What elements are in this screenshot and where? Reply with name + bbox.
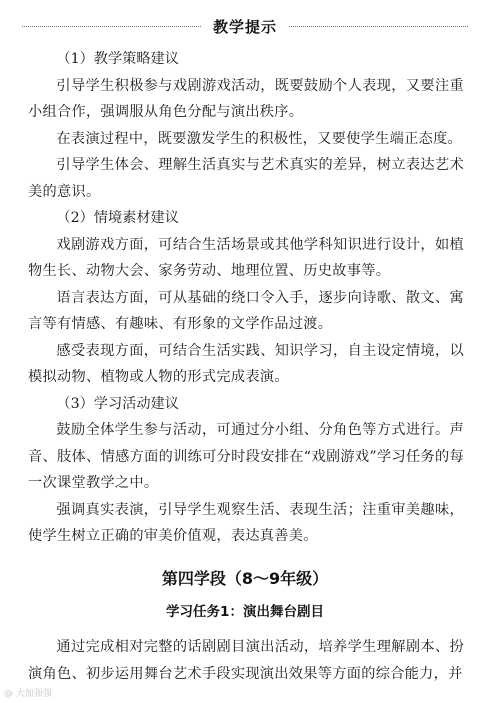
- task-title: 学习任务1：演出舞台剧目: [166, 604, 324, 620]
- section-header: [22, 14, 468, 38]
- paragraph: 引导学生积极参与戏剧游戏活动，既要鼓励个人表现，又要注重小组合作，强调服从角色分配与演出秩序。: [28, 77, 464, 120]
- paragraph: 语言表达方面，可从基础的绕口令入手，逐步向诗歌、散文、寓言等有情感、有趣味、有形象的文学作品过渡。: [28, 289, 464, 332]
- watermark: @ 大加强强: [4, 689, 52, 699]
- paragraph: 戏剧游戏方面，可结合生活场景或其他学科知识进行设计，如植物生长、动物大会、家务劳动、地理位置、历史故事等。: [28, 236, 464, 279]
- header-divider-left: [22, 26, 201, 27]
- section-heading: （1）教学策略建议: [56, 51, 179, 67]
- stage-title: 第四学段（8～9年级）: [161, 569, 329, 588]
- paragraph: 在表演过程中，既要激发学生的积极性，又要使学生端正态度。: [56, 130, 463, 147]
- section-heading: （3）学习活动建议: [56, 395, 179, 412]
- paragraph: 鼓励全体学生参与活动，可通过分小组、分角色等方式进行。声音、肢体、情感方面的训练可分时段安排在“戏剧游戏”学习任务的每一次课堂教学之中。: [28, 422, 464, 491]
- paragraph: 感受表现方面，可结合生活实践、知识学习，自主设定情境，以模拟动物、植物或人物的形式完成表演。: [28, 342, 464, 385]
- task-text: [28, 634, 464, 687]
- header-divider-right: [289, 26, 468, 27]
- paragraph: 强调真实表演，引导学生观察生活、表现生活；注重审美趣味，使学生树立正确的审美价值观，表达真善美。: [28, 501, 464, 544]
- paragraph: 引导学生体会、理解生活真实与艺术真实的差异，树立表达艺术美的意识。: [28, 157, 464, 200]
- section-heading: （2）情境素材建议: [56, 210, 179, 226]
- main-text: [28, 46, 464, 550]
- paragraph: 通过完成相对完整的话剧剧目演出活动，培养学生理解剧本、扮演角色、初步运用舞台艺术手段实现演出效果等方面的综合能力，并: [28, 639, 464, 682]
- header-title: 教学提示: [213, 17, 278, 36]
